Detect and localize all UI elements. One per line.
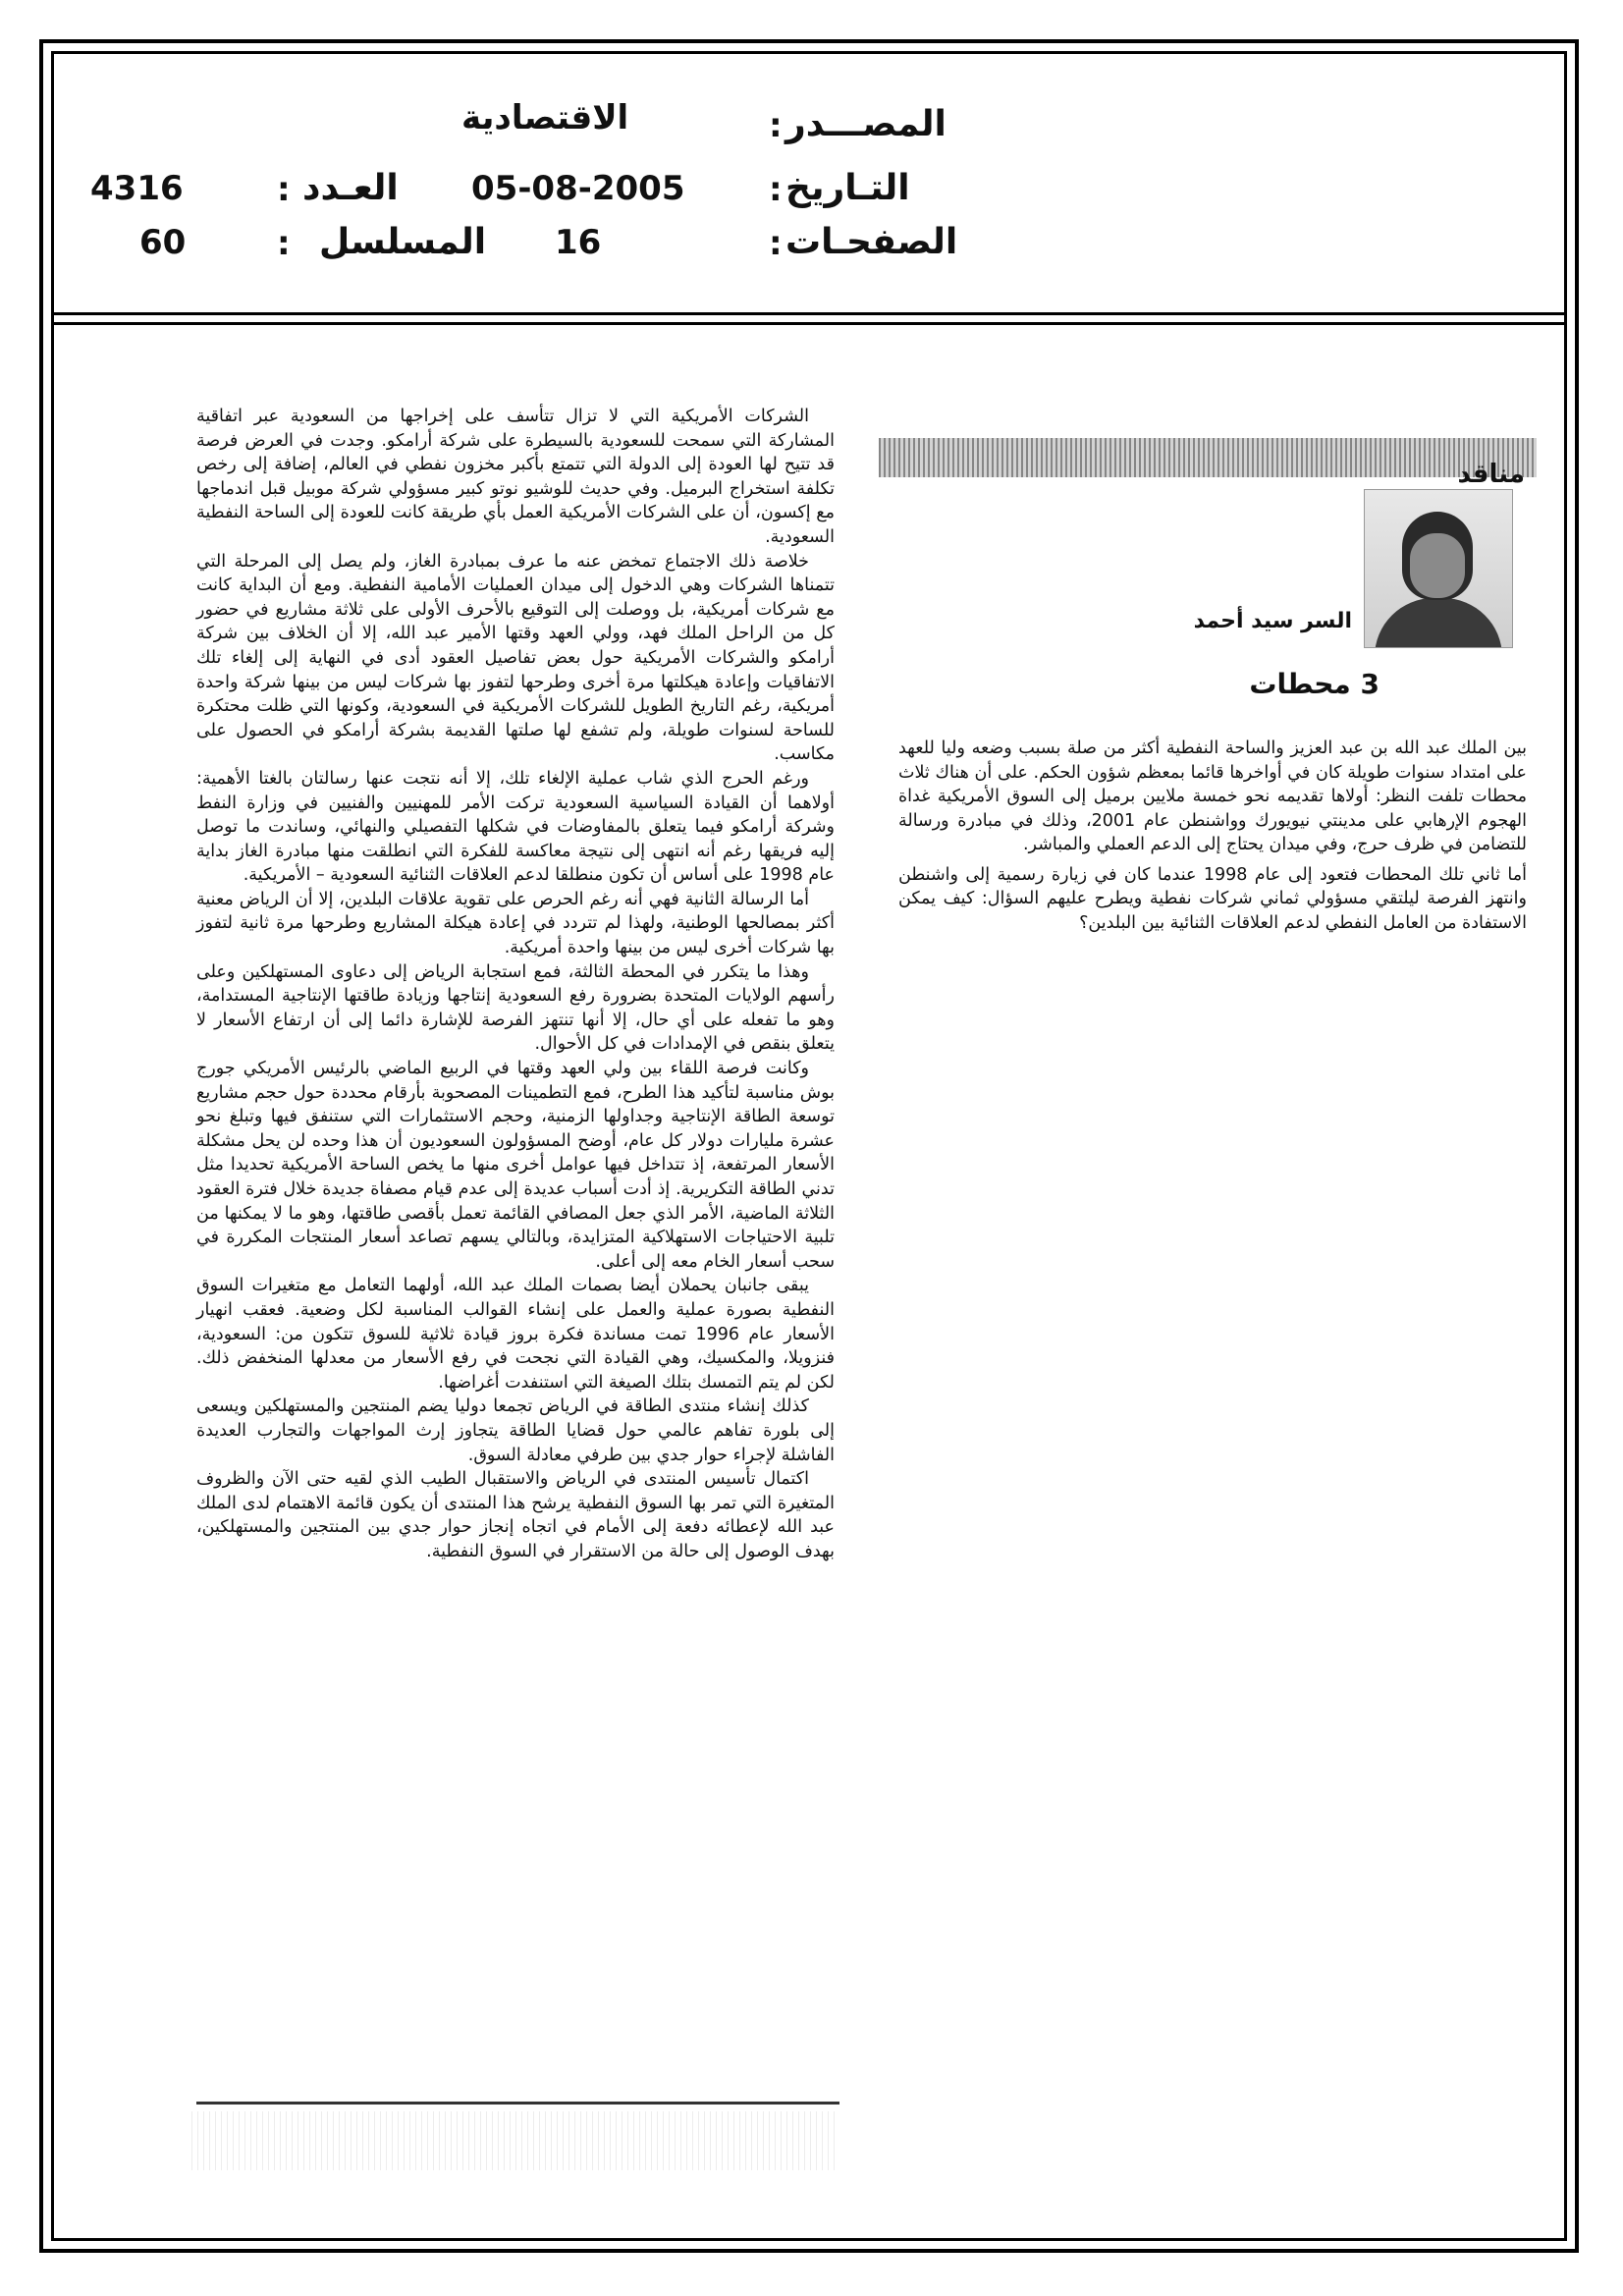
serial-colon: :: [277, 224, 291, 263]
sidebar-paragraph: أما ثاني تلك المحطات فتعود إلى عام 1998 عندما كان في زيارة رسمية إلى واشنطن وانتهز الفرصة ليلتقي مسؤولي ثماني شركات نفطية ويطرح عليهم السؤال: كيف يمكن الاستفادة من العامل النفطي لدعم العلاقات الثنائية بين البلدين؟: [898, 864, 1527, 933]
source-value: الاقتصادية: [461, 98, 629, 137]
issue-colon: :: [277, 170, 291, 209]
pages-label: الصفحـات: [785, 222, 958, 262]
date-value: 05-08-2005: [471, 169, 685, 208]
source-colon: :: [769, 106, 783, 145]
author-photo: [1364, 489, 1513, 648]
article-end-rule: [196, 2102, 839, 2105]
section-tag: مناقد: [1457, 460, 1525, 489]
column-header-band: [879, 438, 1537, 477]
article-body: [196, 405, 835, 1564]
column-sidebar: [879, 432, 1537, 1061]
author-name: السر سيد أحمد: [1193, 609, 1352, 633]
article-paragraph: وكانت فرصة اللقاء بين ولي العهد وقتها في الربيع الماضي بالرئيس الأمريكي جورج بوش مناسبة لتأكيد هذا الطرح، فمع التطمينات المصحوبة بأرقام محددة حول حجم مشاريع توسعة الطاقة الإنتاجية وجداولها الزمنية، وحجم الاستثمارات التي ستنفق فيها وتبلغ نحو عشرة مليارات دولار كل عام، أوضح المسؤولون السعوديون أن هذا وحده لن يحل مشكلة الأسعار المرتفعة، إذ تتداخل فيها عوامل أخرى منها ما يخص الساحة الأمريكية تحديدا مثل تدني الطاقة التكريرية. إذ أدت أسباب عديدة إلى عدم قيام مصفاة جديدة خلال فترة العقود الثلاثة الماضية، الأمر الذي جعل المصافي القائمة تعمل بأقصى طاقتها، وهو ما لا يمكنها من تلبية الاحتياجات الاستهلاكية المتزايدة، وبالتالي يسهم تصاعد أسعار المنتجات المكررة في سحب أسعار الخام معه إلى أعلى.: [196, 1059, 835, 1272]
serial-value: 60: [139, 223, 187, 262]
pages-value: 16: [555, 223, 602, 262]
article-paragraph: الشركات الأمريكية التي لا تزال تتأسف على إخراجها من السعودية عبر اتفاقية المشاركة التي سمحت للسعودية بالسيطرة على شركة أرامكو. وجدت في العرض فرصة قد تتيح لها العودة إلى الدولة التي تتمتع بأكبر مخزون نفطي في العالم، إضافة إلى رخص تكلفة استخراج البرميل. وفي حديث للوشيو نوتو كبير مسؤولي شركة موبيل قبل اندماجها مع إكسون، أن على الشركات الأمريكية العمل بأي طريقة كانت للعودة إلى الساحة النفطية السعودية.: [196, 407, 835, 547]
date-colon: :: [769, 170, 783, 209]
source-label: المصـــدر: [785, 104, 947, 144]
sidebar-paragraph: بين الملك عبد الله بن عبد العزيز والساحة النفطية أكثر من صلة بسبب وضعه وليا للعهد على امتداد سنوات طويلة كان في أواخرها قائما بمعظم شؤون الحكم. على أن هناك ثلاث محطات تلفت النظر: أولاها تقديمه نحو خمسة ملايين برميل إلى السوق الأمريكية غداة الهجوم الإرهابي على مدينتي نيويورك وواشنطن عام 2001، وذلك في مبادرة ورسالة للتضامن في ظرف حرج، وفي ميدان يحتاج إلى الدعم العملي والمباشر.: [898, 738, 1527, 854]
article-paragraph: كذلك إنشاء منتدى الطاقة في الرياض تجمعا دوليا يضم المنتجين والمستهلكين ويسعى إلى بلورة تفاهم عالمي حول قضايا الطاقة يتجاوز إرث المواجهات والتجارب العديدة الفاشلة لإجراء حوار جدي بين طرفي معادلة السوق.: [196, 1396, 835, 1465]
article-paragraph: ورغم الحرج الذي شاب عملية الإلغاء تلك، إلا أنه نتجت عنها رسالتان بالغتا الأهمية: أولاهما أن القيادة السياسية السعودية تركت الأمر للمهنيين والفنيين في وزارة النفط وشركة أرامكو فيما يتعلق بالمفاوضات في شكلها التفصيلي والنهائي، وساندت ما توصل إليه فريقها رغم أنه انتهى إلى نتيجة معاكسة للفكرة التي انطلقت منها مبادرة الغاز بداية عام 1998 على أساس أن تكون منطلقا لدعم العلاقات الثنائية السعودية – الأمريكية.: [196, 768, 835, 886]
article-headline: 3 محطات: [1249, 668, 1380, 700]
serial-label: المسلسل: [319, 222, 487, 262]
sidebar-body: [898, 737, 1527, 941]
scan-noise: [191, 2111, 839, 2170]
pages-colon: :: [769, 224, 783, 263]
header-divider: [51, 312, 1567, 315]
article-paragraph: خلاصة ذلك الاجتماع تمخض عنه ما عرف بمبادرة الغاز، ولم يصل إلى المرحلة التي تتمناها الشركات وهي الدخول إلى ميدان العمليات الأمامية النفطية. ومع أن البداية كانت مع شركات أمريكية، بل ووصلت إلى التوقيع بالأحرف الأولى على ثلاثة مشاريع في حضور كل من الراحل الملك فهد، وولي العهد وقتها الأمير عبد الله، إلا أن الخلاف بين شركة أرامكو والشركات الأمريكية حول بعض تفاصيل العقود أدى في النهاية إلى إلغاء تلك الاتفاقيات وإعادة هيكلتها مرة أخرى وطرحها لتفوز بها شركات ليس من بينها شركة واحدة أمريكية، رغم التاريخ الطويل للشركات الأمريكية في السعودية، وكونها التي ظلت محتكرة للساحة لسنوات طويلة، ولم تشفع لها صلتها القديمة بشركة أرامكو في الحصول على مكاسب.: [196, 551, 835, 765]
article-paragraph: وهذا ما يتكرر في المحطة الثالثة، فمع استجابة الرياض إلى دعاوى المستهلكين وعلى رأسهم الولايات المتحدة بضرورة رفع السعودية إنتاجها وزيادة طاقتها الإنتاجية المستدامة، وهو ما تفعله على أي حال، إلا أنها تنتهز الفرصة للإشارة دائما إلى أن ارتفاع الأسعار لا يتعلق بنقص في الإمدادات في كل الأحوال.: [196, 961, 835, 1055]
date-label: التـاريخ: [785, 168, 910, 208]
article-paragraph: أما الرسالة الثانية فهي أنه رغم الحرص على تقوية علاقات البلدين، إلا أن الرياض معنية أكثر بمصالحها الوطنية، ولهذا لم تتردد في إعادة هيكلة المشاريع وطرحها مرة ثانية لتفوز بها شركات أخرى ليس من بينها واحدة أمريكية.: [196, 889, 835, 958]
issue-value: 4316: [90, 169, 184, 208]
article-paragraph: يبقى جانبان يحملان أيضا بصمات الملك عبد الله، أولهما التعامل مع متغيرات السوق النفطية بصورة عملية والعمل على إنشاء القوالب المناسبة لكل وضعية. فعقب انهيار الأسعار عام 1996 تمت مساندة فكرة بروز قيادة ثلاثية للسوق تتكون من: السعودية، فنزويلا، والمكسيك، وهي القيادة التي نجحت في رفع الأسعار من معدلها المنخفض ذلك. لكن لم يتم التمسك بتلك الصيغة التي استنفدت أغراضها.: [196, 1276, 835, 1393]
issue-label: العـدد: [302, 168, 399, 208]
header-divider-secondary: [51, 322, 1567, 325]
article-paragraph: اكتمال تأسيس المنتدى في الرياض والاستقبال الطيب الذي لقيه حتى الآن والظروف المتغيرة التي تمر بها السوق النفطية يرشح هذا المنتدى أن يكون قائمة الاهتمام لدى الملك عبد الله لإعطائه دفعة إلى الأمام في اتجاه إنجاز حوار جدي بين المنتجين والمستهلكين، بهدف الوصول إلى حالة من الاستقرار في السوق النفطية.: [196, 1469, 835, 1561]
